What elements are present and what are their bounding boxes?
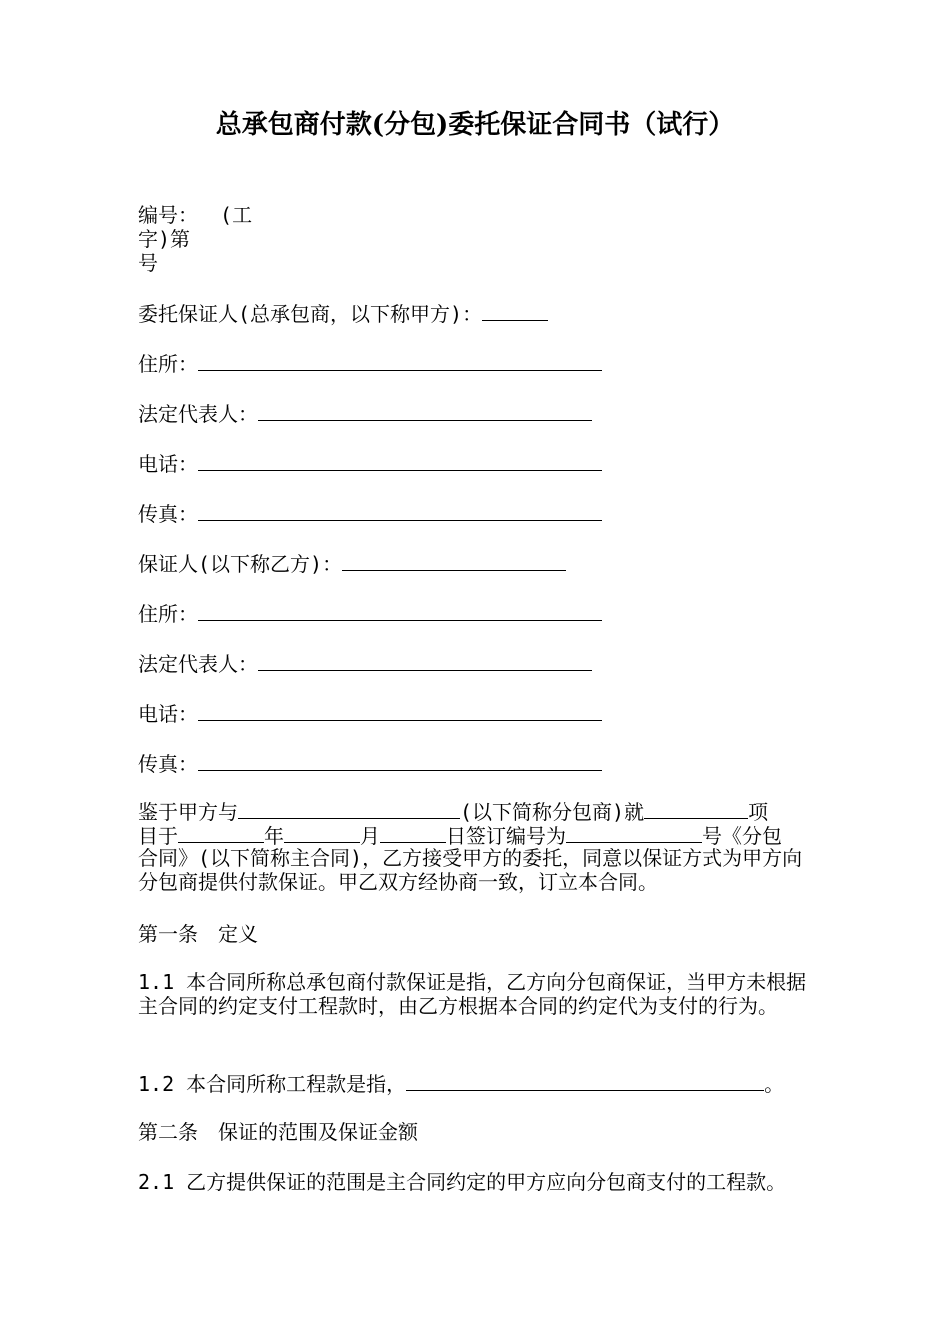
party-b-fax-blank[interactable] xyxy=(198,750,602,771)
party-a-legal-rep-row xyxy=(138,400,592,426)
contract-number-line-2: 字)第 xyxy=(138,227,191,251)
document-title: 总承包商付款(分包)委托保证合同书（试行） xyxy=(215,110,735,140)
month-blank[interactable] xyxy=(284,822,360,843)
party-b-fax-label: 传真： xyxy=(138,752,198,776)
party-a-legal-rep-label: 法定代表人： xyxy=(138,402,258,426)
party-b-phone-row xyxy=(138,700,602,726)
party-a-phone-label: 电话： xyxy=(138,452,198,476)
recital-text: 月 xyxy=(360,824,380,848)
party-a-phone-blank[interactable] xyxy=(198,450,602,471)
clause-1-2-end: 。 xyxy=(764,1072,785,1096)
party-a-fax-blank[interactable] xyxy=(198,500,602,521)
project-payment-definition-blank[interactable] xyxy=(406,1070,764,1091)
party-b-legal-rep-row xyxy=(138,650,592,676)
clause-1-2-text: 1.2 本合同所称工程款是指， xyxy=(138,1072,407,1096)
party-b-address-blank[interactable] xyxy=(198,600,602,621)
contract-number-line-1: 编号： (工 xyxy=(138,203,253,227)
recital-line-2 xyxy=(138,822,782,848)
party-a-fax-row xyxy=(138,500,602,526)
party-a-principal-row xyxy=(138,300,548,326)
subcontractor-name-blank[interactable] xyxy=(238,798,460,819)
party-b-address-label: 住所： xyxy=(138,602,198,626)
party-b-guarantor-row xyxy=(138,550,566,576)
party-b-legal-rep-label: 法定代表人： xyxy=(138,652,258,676)
party-b-guarantor-label: 保证人(以下称乙方)： xyxy=(138,552,343,576)
party-a-legal-rep-blank[interactable] xyxy=(258,400,592,421)
recital-text: 项 xyxy=(748,800,769,824)
project-name-blank[interactable] xyxy=(644,798,748,819)
clause-1-1: 1.1 本合同所称总承包商付款保证是指，乙方向分包商保证，当甲方未根据主合同的约定支付工程款时，由乙方根据本合同的约定代为支付的行为。 xyxy=(138,970,807,1018)
party-a-principal-label: 委托保证人(总承包商，以下称甲方)： xyxy=(138,302,483,326)
contract-number-blank[interactable] xyxy=(566,822,702,843)
day-blank[interactable] xyxy=(380,822,446,843)
clause-2-1: 2.1 乙方提供保证的范围是主合同约定的甲方应向分包商支付的工程款。 xyxy=(138,1170,787,1194)
party-b-fax-row xyxy=(138,750,602,776)
recital-text: 鉴于甲方与 xyxy=(138,800,238,824)
party-a-phone-row xyxy=(138,450,602,476)
party-a-principal-blank[interactable] xyxy=(482,300,548,321)
party-a-address-label: 住所： xyxy=(138,352,198,376)
recital-paragraph: 合同》(以下简称主合同)，乙方接受甲方的委托，同意以保证方式为甲方向分包商提供付款保证。甲乙双方经协商一致，订立本合同。 xyxy=(138,846,803,894)
party-b-address-row xyxy=(138,600,602,626)
contract-number-line-3: 号 xyxy=(138,251,158,275)
clause-1-2-row xyxy=(138,1070,784,1096)
recital-text: 目于 xyxy=(138,824,178,848)
recital-text: (以下简称分包商)就 xyxy=(460,800,645,824)
article-2-heading: 第二条 保证的范围及保证金额 xyxy=(138,1120,418,1144)
contract-number xyxy=(138,203,268,275)
recital-text: 日签订编号为 xyxy=(446,824,566,848)
recital-line-1 xyxy=(138,798,768,824)
recital-text: 号《分包 xyxy=(702,824,782,848)
party-b-legal-rep-blank[interactable] xyxy=(258,650,592,671)
party-b-guarantor-blank[interactable] xyxy=(342,550,566,571)
recital-text: 年 xyxy=(264,824,284,848)
article-1-heading: 第一条 定义 xyxy=(138,922,258,946)
party-b-phone-blank[interactable] xyxy=(198,700,602,721)
party-a-address-blank[interactable] xyxy=(198,350,602,371)
party-a-address-row xyxy=(138,350,602,376)
party-a-fax-label: 传真： xyxy=(138,502,198,526)
year-blank[interactable] xyxy=(178,822,264,843)
party-b-phone-label: 电话： xyxy=(138,702,198,726)
